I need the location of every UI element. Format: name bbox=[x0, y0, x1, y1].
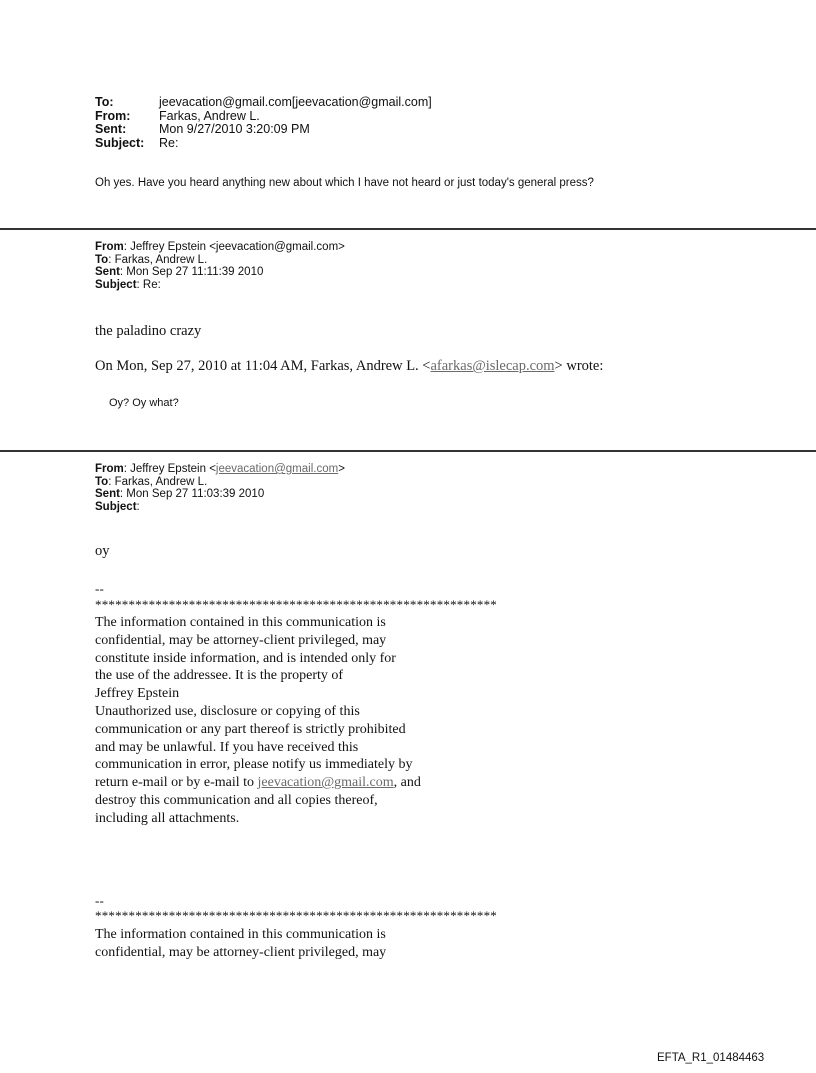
from-value: Farkas, Andrew L. bbox=[159, 108, 260, 123]
signature-stars: ************************************************************ bbox=[95, 597, 497, 612]
from-email-link[interactable]: jeevacation@gmail.com bbox=[215, 463, 339, 475]
signature-stars: ************************************************************ bbox=[95, 908, 497, 923]
message2-subject: Subject: Re: bbox=[95, 278, 161, 291]
signature-dashes: -- bbox=[95, 581, 105, 596]
disclaimer-text: The information contained in this communication is confidential, may be attorney-client privileged, may bbox=[95, 927, 387, 960]
to-label: To: bbox=[95, 95, 114, 109]
signature-dashes: -- bbox=[95, 893, 105, 908]
message3-subject: Subject: bbox=[95, 500, 140, 513]
message2-header bbox=[95, 241, 345, 291]
message2-quoted-text: Oy? Oy what? bbox=[109, 397, 179, 409]
message3-sent: Sent: Mon Sep 27 11:03:39 2010 bbox=[95, 488, 265, 500]
divider bbox=[0, 228, 816, 230]
from-label: From: bbox=[95, 108, 131, 123]
subject-row bbox=[95, 137, 432, 151]
sent-row bbox=[95, 123, 432, 137]
divider bbox=[0, 450, 816, 452]
message3-from: From: Jeffrey Epstein <jeevacation@gmail.com> bbox=[95, 463, 345, 475]
to-row bbox=[95, 96, 432, 110]
sent-value: Mon 9/27/2010 3:20:09 PM bbox=[159, 122, 310, 136]
subject-value: Re: bbox=[159, 135, 179, 150]
document-id: EFTA_R1_01484463 bbox=[657, 1052, 765, 1064]
message3-header bbox=[95, 463, 345, 513]
message2-quote-intro: On Mon, Sep 27, 2010 at 11:04 AM, Farkas, Andrew L. <afarkas@islecap.com> wrote: bbox=[95, 358, 604, 374]
message3-to: To: Farkas, Andrew L. bbox=[95, 475, 208, 488]
message2-to: To: Farkas, Andrew L. bbox=[95, 253, 208, 266]
email-body: Oh yes. Have you heard anything new about which I have not heard or just today's general press? bbox=[95, 177, 594, 189]
message2-text: the paladino crazy bbox=[95, 323, 202, 339]
email-header bbox=[95, 96, 432, 150]
to-value: jeevacation@gmail.com[jeevacation@gmail.com] bbox=[159, 95, 432, 109]
message2-sent: Sent: Mon Sep 27 11:11:39 2010 bbox=[95, 266, 264, 278]
disclaimer-email-link[interactable]: jeevacation@gmail.com bbox=[257, 775, 394, 791]
message3-text: oy bbox=[95, 543, 110, 559]
sent-label: Sent: bbox=[95, 122, 127, 136]
from-row bbox=[95, 110, 432, 124]
message2-from: From: Jeffrey Epstein <jeevacation@gmail.com> bbox=[95, 241, 345, 253]
subject-label: Subject: bbox=[95, 135, 145, 150]
quote-email-link[interactable]: afarkas@islecap.com bbox=[430, 358, 555, 374]
disclaimer-text: The information contained in this communication is confidential, may be attorney-client privileged, may constitute inside information, and is intended only for the use of the addressee. It is the property of Jeffrey Epstein Unauthorized use, disclosure or copying of this communication or any part thereof is strictly prohibited and may be unlawful. If you have received this communication in error, please notify us immediately by return e-mail or by e-mail to jeevacation@gmail.com, and destroy this communication and all copies thereof, including all attachments. bbox=[95, 615, 421, 826]
